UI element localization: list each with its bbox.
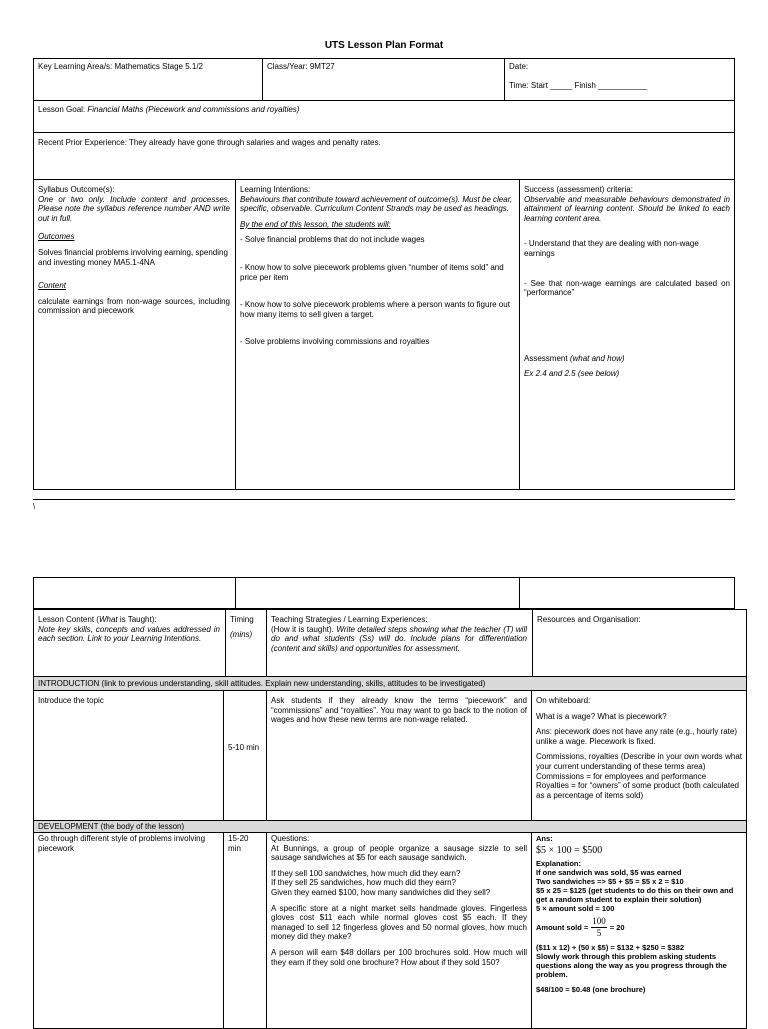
success-item: - Understand that they are dealing with non-wage earnings [524,239,699,258]
introduction-bar: INTRODUCTION (link to previous understanding, skill attitudes. Explain new understanding, skills, attitudes to be investigated) [38,679,486,688]
assessment-label: Assessment [524,353,568,363]
intention-item: - Know how to solve piecework problems where a person wants to figure out how many items to sell given a target. [240,300,510,319]
key-learning-area: Key Learning Area/s: Mathematics Stage 5.1/2 [38,62,203,71]
assessment-paren: (what and how) [569,353,625,363]
intention-item: - Solve financial problems that do not include wages [240,235,425,245]
outcomes-text: Solves financial problems involving earning, spending and investing money MA5.1-4NA [38,247,228,267]
syllabus-heading: Syllabus Outcome(s): [38,185,115,194]
intention-item: - Solve problems involving commissions and royalties [240,337,430,347]
by-end-label: By the end of this lesson, the students will: [240,219,391,229]
development-bar: DEVELOPMENT (the body of the lesson) [38,822,185,831]
development-timing: 15-20 min [228,834,249,853]
intro-resources: On whiteboard: What is a wage? What is piecework? Ans: piecework does not have any rate (e.g., hourly rate) unlike a wage. Piecework is fixed. Commissions, royalties (Describe in your own words what your current understanding of these terms area) Commissions = for employees and performance Royalties = for “owners” of some product (both calculated as a percentage of items sold) [536,696,742,800]
lesson-goal-value: Financial Maths (Piecework and commissions and royalties) [87,105,300,114]
time-field: Time: Start _____ Finish ___________ [509,80,648,90]
timing-header: Timing (mins) [230,615,254,639]
intro-content: Introduce the topic [38,696,104,705]
syllabus-column [34,182,234,325]
content-text: calculate earnings from non-wage sources, including commission and piecework [38,296,230,316]
success-column [520,182,734,388]
content-header: Lesson Content (What is Taught): Note key skills, concepts and values addressed in each section. Link to your Learning Intentions. [38,615,220,644]
intention-item: - Know how to solve piecework problems given “number of items sold” and price per item [240,262,504,282]
success-item: - See that non-wage earnings are calculated based on “performance” [524,278,730,298]
development-content: Go through different style of problems involving piecework [38,834,206,853]
intro-strategy: Ask students if they already know the terms “piecework” and “commissions” and “royalties”. You may want to go back to the notion of wages and how these new terms are non-wage related. [271,696,527,725]
intro-timing: 5-10 min [228,743,260,752]
prior-experience: Recent Prior Experience: They already have gone through salaries and wages and penalty rates. [38,138,381,147]
strategies-header: Teaching Strategies / Learning Experiences: (How it is taught). Write detailed steps showing what the teacher (T) will do and what students (Ss) will do. Include plans for differentiation (content and skills) and opportunities for assessment. [271,615,527,653]
date-field: Date: [509,62,529,71]
class-year: Class/Year: 9MT27 [267,62,335,71]
content-header-note: Note key skills, concepts and values addressed in each section. Link to your Learning Intentions. [38,624,220,644]
intentions-note: Behaviours that contribute toward achievement of outcome(s). Must be clear, specific, observable. Curriculum Content Strands may be used as headings. [240,194,513,214]
development-resources: Ans: $5 × 100 = $500 Explanation: If one sandwich was sold, $5 was earned Two sandwiches => $5 + $5 = $5 x 2 = $10 $5 x 25 = $125 (get students to do this on their own and get a random student to explain their solution) 5 × amount sold = 100 Amount sold = $\frac{100}{5}$ = 20 ($11 x 12) + (50 x $5) = $132 + $250 = $382 Slowly work through this problem asking students questions along the way as you progress through the problem. $48/100 = $0.48 (one brochure) [532,831,746,997]
page-title: UTS Lesson Plan Format [324,40,444,51]
section-divider [33,499,735,500]
success-heading: Success (assessment) criteria: [524,185,633,194]
stray-mark: \ [33,502,36,511]
fraction-line: Amount sold = $\frac{100}{5}$ = 20 [536,916,625,938]
resources-header: Resources and Organisation: [537,615,641,624]
plan-blank-row [33,577,735,609]
intentions-column [236,182,518,356]
syllabus-note: One or two only. Include content and processes. Please note the syllabus reference number AND write out in full. [38,194,230,223]
content-label: Content [38,281,67,291]
outcomes-label: Outcomes [38,232,75,242]
assessment-value: Ex 2.4 and 2.5 (see below) [524,369,620,379]
intentions-heading: Learning Intentions: [240,185,311,194]
success-note: Observable and measurable behaviours demonstrated in attainment of learning content. Should be linked to each learning content area. [524,194,730,223]
development-strategy: Questions: At Bunnings, a group of people organize a sausage sizzle to sell sausage sandwiches at $5 for each sausage sandwich. If they sell 100 sandwiches, how much did they earn? If they sell 25 sandwiches, how much did they earn? Given they earned $100, how many sandwiches did they sell? A specific store at a night market sells handmade gloves. Fingerless gloves cost $11 each while normal gloves cost $5 each. If they managed to sell 12 fingerless gloves and 50 normal gloves, how much money did they make? A person will earn $48 dollars per 100 brochures sold. How much will they earn if they sold one brochure? How about if they sold 150? [271,834,527,967]
lesson-goal-label: Lesson Goal: [38,105,86,114]
ans-formula: $5 × 100 = $500 [536,845,603,856]
